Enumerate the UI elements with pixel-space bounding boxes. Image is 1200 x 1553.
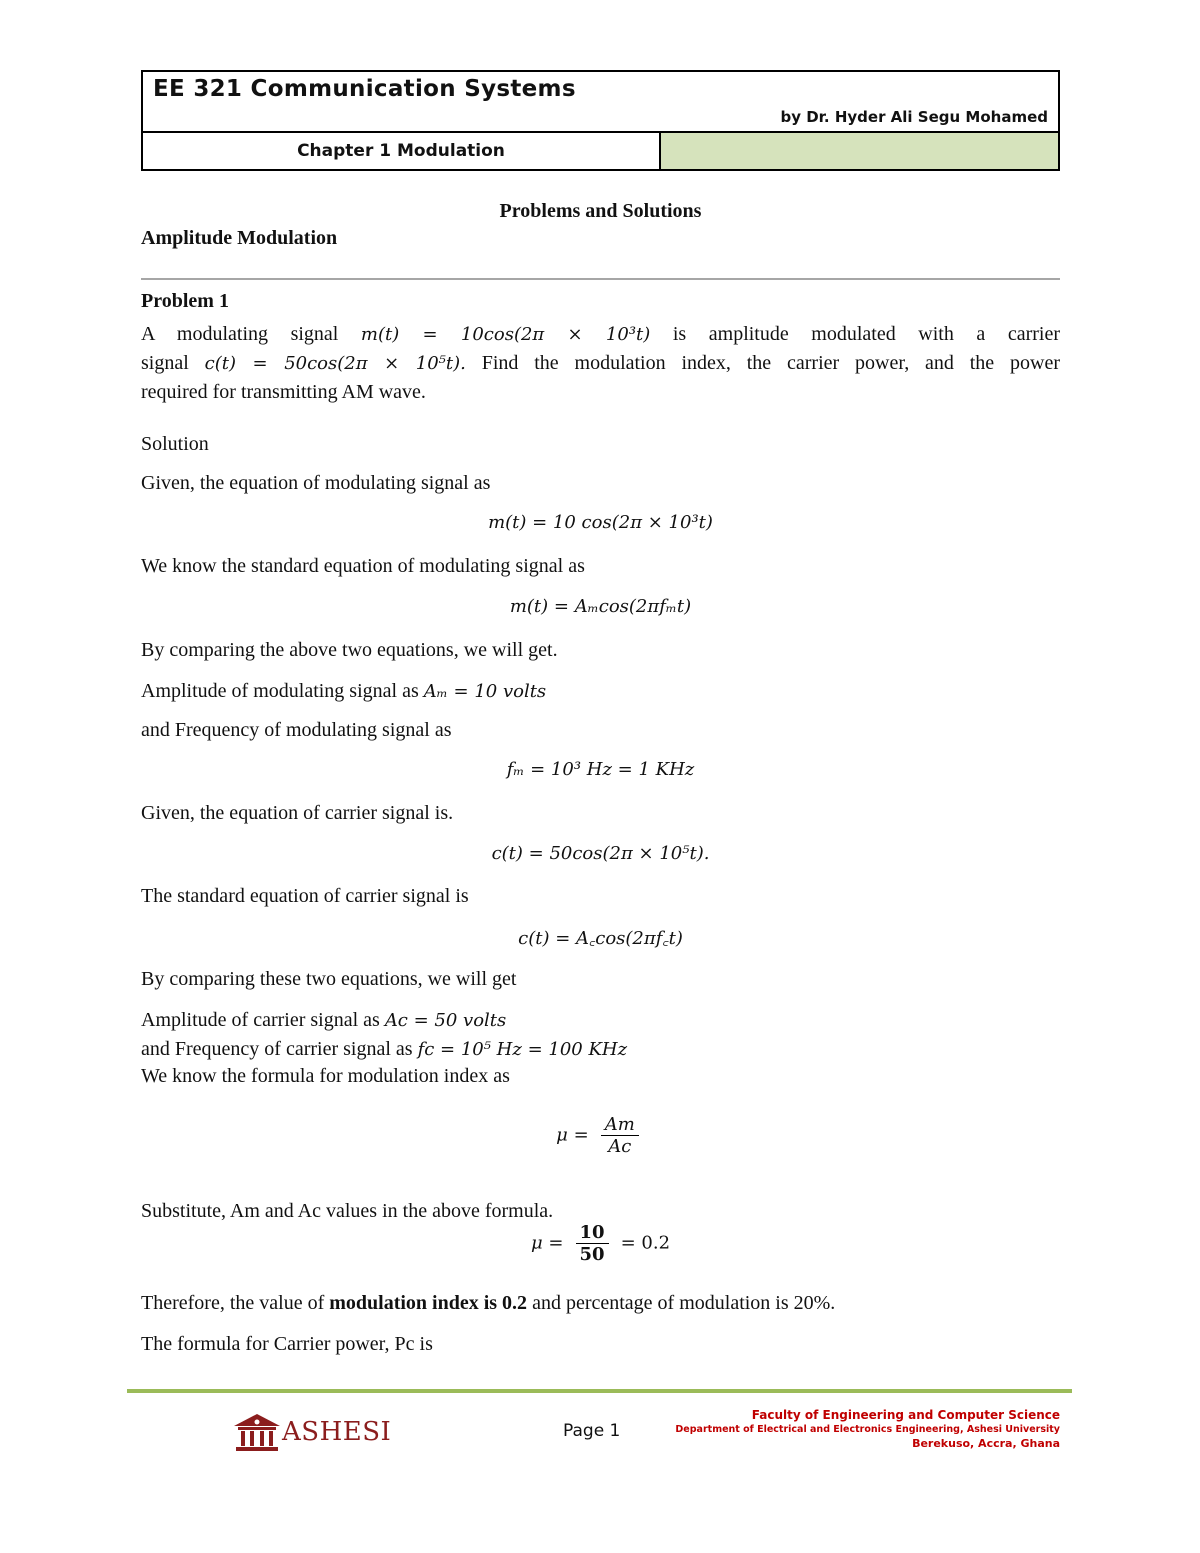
equation: Ac = 50 volts	[384, 1010, 507, 1031]
modulation-index-formula	[141, 1114, 1060, 1157]
header-green-cell	[661, 133, 1058, 169]
solution-text: Substitute, Am and Ac values in the above formula.	[141, 1200, 554, 1222]
solution-text: By comparing these two equations, we will get	[141, 968, 517, 990]
modulation-index-value	[141, 1222, 1060, 1265]
solution-text: Given, the equation of carrier signal is.	[141, 802, 454, 824]
header-table	[141, 70, 1060, 171]
fraction	[601, 1114, 639, 1157]
solution-text	[141, 1291, 835, 1315]
solution-text: By comparing the above two equations, we will get.	[141, 639, 558, 661]
solution-text: We know the formula for modulation index as	[141, 1065, 510, 1087]
location: Berekuso, Accra, Ghana	[912, 1437, 1060, 1450]
ashesi-building-icon	[232, 1410, 282, 1454]
problem-text: is amplitude modulated with a carrier	[672, 323, 1061, 345]
problem-line-2	[141, 349, 1060, 378]
header-bottom-row	[143, 133, 1058, 169]
solution-text: and Frequency of modulating signal as	[141, 719, 452, 741]
author-line: by Dr. Hyder Ali Segu Mohamed	[780, 108, 1048, 126]
equation: m(t) = 10 cos(2π × 10³t)	[488, 512, 713, 533]
solution-text: The standard equation of carrier signal is	[141, 885, 469, 907]
problem-line-1	[141, 320, 1060, 349]
equation: m(t) = Aₘcos(2πfₘt)	[509, 596, 692, 617]
solution-text: We know the standard equation of modulating signal as	[141, 555, 585, 577]
solution-text: and Frequency of carrier signal as	[141, 1038, 413, 1060]
solution-text: The formula for Carrier power, Pc is	[141, 1333, 433, 1355]
equation: fₘ = 10³ Hz = 1 KHz	[506, 759, 695, 780]
fraction-numerator: Am	[601, 1114, 639, 1136]
problem-heading: Problem 1	[141, 290, 229, 312]
solution-highlight: modulation index is 0.2	[329, 1292, 528, 1314]
problem-text: signal	[141, 352, 189, 374]
problem-text: Find the modulation index, the carrier power, and the power	[481, 352, 1061, 374]
equation: c(t) = A꜀cos(2πf꜀t)	[518, 928, 683, 949]
page-number: Page 1	[563, 1421, 621, 1441]
equation: m(t) = 10cos(2π × 10³t)	[360, 324, 651, 345]
header-top-row	[143, 72, 1058, 133]
equation: c(t) = 50cos(2π × 10⁵t).	[491, 843, 710, 864]
department-name: Department of Electrical and Electronics Engineering, Ashesi University	[675, 1424, 1060, 1435]
footer-faculty-block	[675, 1408, 1060, 1450]
page-title: Problems and Solutions	[499, 200, 702, 222]
footer-rule	[127, 1389, 1072, 1393]
fraction-denominator: Ac	[608, 1136, 632, 1157]
solution-text: Therefore, the value of	[141, 1292, 325, 1314]
course-title: EE 321 Communication Systems	[153, 76, 576, 102]
equation: = 0.2	[620, 1232, 671, 1254]
equation: c(t) = 50cos(2π × 10⁵t).	[204, 353, 466, 374]
equation: Aₘ = 10 volts	[423, 681, 547, 702]
solution-text: and percentage of modulation is 20%.	[532, 1292, 836, 1314]
fraction	[576, 1222, 609, 1265]
solution-text	[141, 679, 546, 704]
solution-text	[141, 1037, 627, 1062]
solution-text: Given, the equation of modulating signal as	[141, 472, 491, 494]
equation: fc = 10⁵ Hz = 100 KHz	[417, 1039, 628, 1060]
equation: μ =	[556, 1124, 589, 1146]
solution-text	[141, 1008, 506, 1033]
problem-text: A modulating signal	[141, 323, 339, 345]
section-divider	[141, 278, 1060, 280]
ashesi-logo-text: ASHESI	[282, 1417, 392, 1447]
section-heading: Amplitude Modulation	[141, 227, 338, 249]
chapter-title: Chapter 1 Modulation	[143, 133, 661, 169]
problem-line-3: required for transmitting AM wave.	[141, 381, 426, 403]
fraction-denominator: 50	[579, 1244, 605, 1265]
faculty-name: Faculty of Engineering and Computer Science	[751, 1408, 1060, 1422]
solution-heading: Solution	[141, 433, 209, 455]
fraction-numerator: 10	[576, 1222, 609, 1244]
equation: μ =	[530, 1232, 564, 1254]
solution-text: Amplitude of modulating signal as	[141, 680, 419, 702]
solution-text: Amplitude of carrier signal as	[141, 1009, 380, 1031]
